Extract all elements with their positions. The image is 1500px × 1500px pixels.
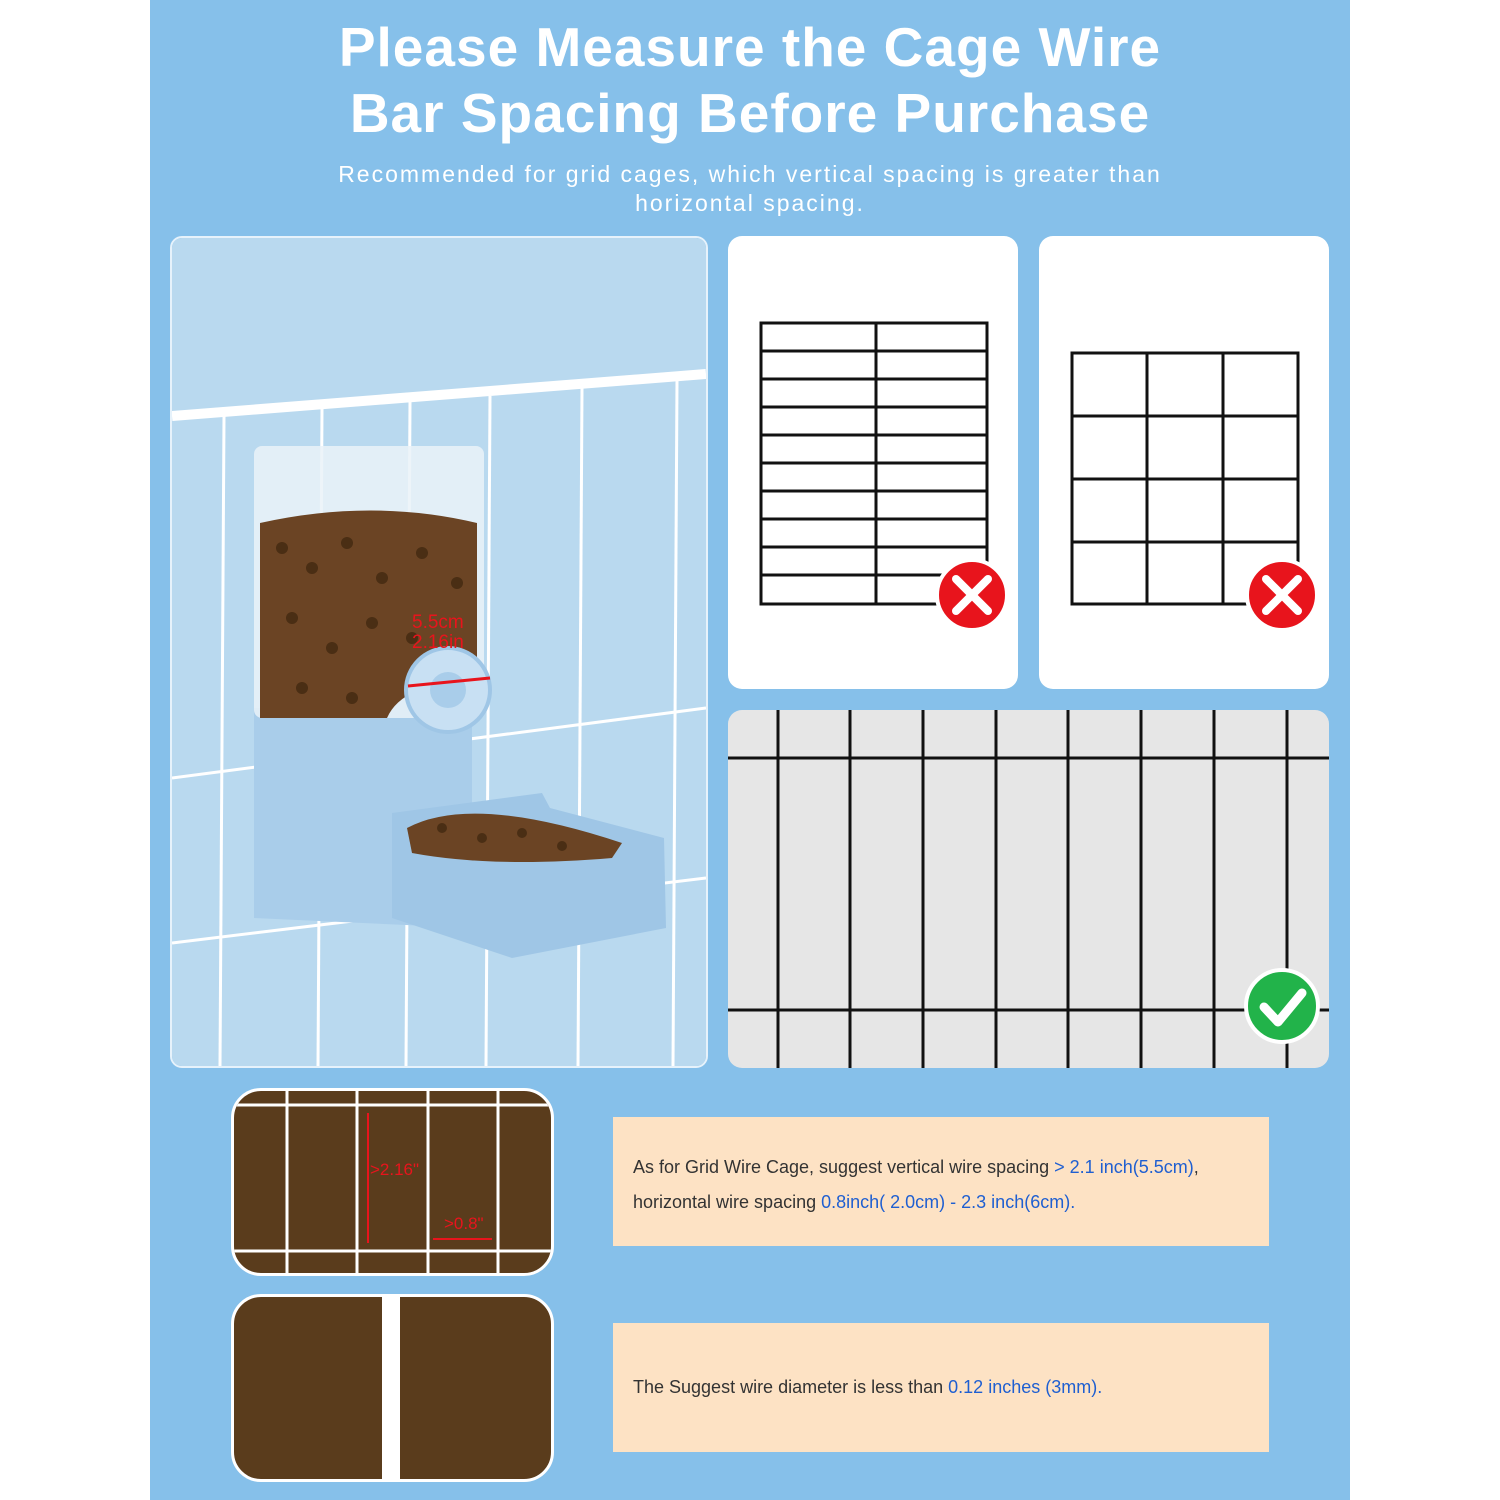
feeder-photo <box>170 236 708 1068</box>
wrong-icon <box>1247 560 1317 630</box>
correct-check-icon <box>1246 970 1318 1042</box>
example-card-correct <box>728 710 1329 1068</box>
correct-grid-diagram <box>728 710 1329 1068</box>
vertical-spacing-value: > 2.1 inch(5.5cm) <box>1054 1157 1194 1177</box>
spacing-diagram <box>234 1091 551 1273</box>
spacing-note-prefix: As for Grid Wire Cage, suggest vertical wire spacing <box>633 1157 1055 1177</box>
dimension-in: 2.16in <box>412 632 464 653</box>
diameter-note-prefix: The Suggest wire diameter is less than <box>633 1377 949 1397</box>
subtitle: Recommended for grid cages, which vertical spacing is greater than horizontal spacing. <box>338 161 1162 216</box>
horizontal-spacing-label: >0.8" <box>444 1214 484 1233</box>
page-title <box>150 14 1350 146</box>
diameter-note-text <box>633 1323 1249 1452</box>
spacing-note-line2-prefix: horizontal wire spacing <box>633 1192 822 1212</box>
dimension-cm: 5.5cm <box>412 612 464 633</box>
diameter-swatch <box>231 1294 554 1482</box>
narrow-grid-diagram <box>728 236 1018 689</box>
spacing-swatch <box>231 1088 554 1276</box>
square-grid-diagram <box>1039 236 1329 689</box>
feeder-illustration <box>172 238 706 1066</box>
spacing-note-comma: , <box>1193 1157 1199 1177</box>
wrong-icon <box>937 560 1007 630</box>
example-card-square <box>1039 236 1329 689</box>
vertical-spacing-label: >2.16" <box>370 1160 420 1179</box>
horizontal-spacing-value: 0.8inch( 2.0cm) - 2.3 inch(6cm). <box>821 1192 1076 1212</box>
spacing-note-line-2 <box>633 1185 1249 1220</box>
wire-diameter-diagram <box>234 1297 551 1479</box>
diameter-note <box>613 1323 1269 1452</box>
diameter-value: 0.12 inches (3mm). <box>948 1377 1103 1397</box>
spacing-note <box>613 1117 1269 1246</box>
title-line-2: Bar Spacing Before Purchase <box>349 82 1151 144</box>
example-card-narrow <box>728 236 1018 689</box>
spacing-note-line-1 <box>633 1150 1249 1185</box>
title-line-1: Please Measure the Cage Wire <box>338 16 1162 78</box>
